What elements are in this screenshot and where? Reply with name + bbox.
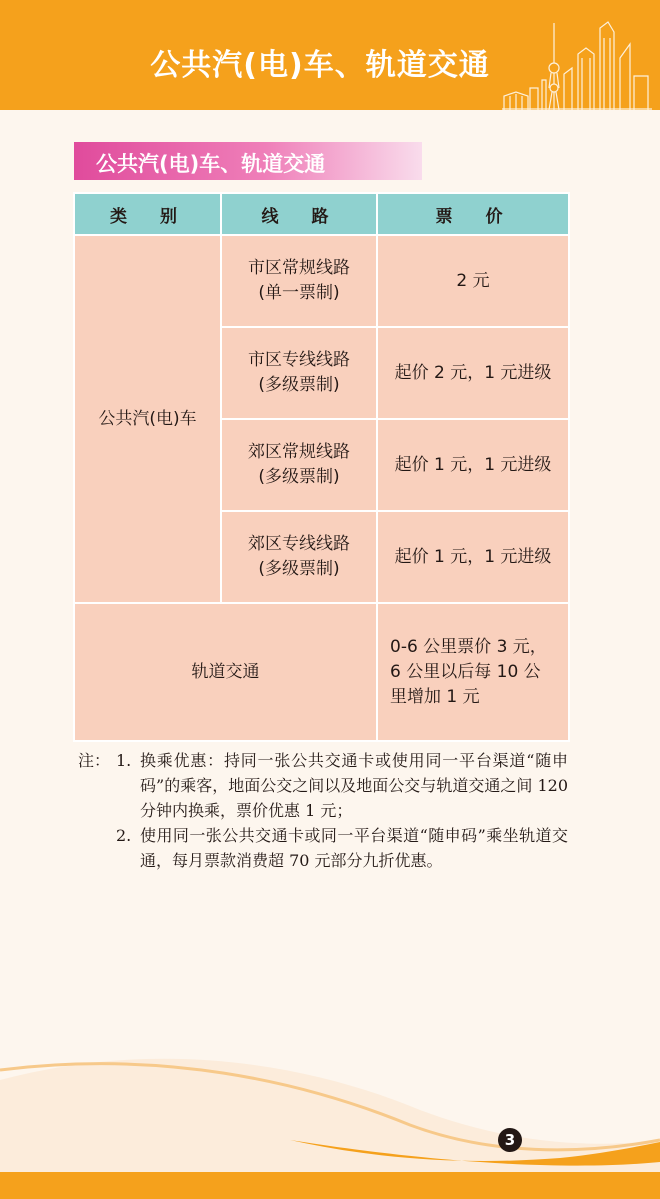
fare-table xyxy=(73,192,570,742)
note-number: 1. xyxy=(116,751,132,770)
ticket-type: (多级票制) xyxy=(258,559,340,579)
note-item xyxy=(116,748,568,823)
page-footer-bar xyxy=(0,1172,660,1199)
notes-prefix: 注： xyxy=(78,751,111,770)
route-name: 市区常规线路 xyxy=(248,258,350,278)
rail-fare-line: 0-6 公里票价 3 元， xyxy=(390,636,547,657)
route-name: 市区专线线路 xyxy=(248,350,350,370)
section-title: 公共汽(电)车、轨道交通 xyxy=(96,152,326,176)
route-cell xyxy=(221,235,377,327)
route-cell xyxy=(221,419,377,511)
route-cell xyxy=(221,511,377,603)
fare-cell: 起价 2 元，1 元进级 xyxy=(377,327,569,419)
header-title: 公共汽(电)车、轨道交通 xyxy=(150,48,490,83)
fare-cell: 起价 1 元，1 元进级 xyxy=(377,419,569,511)
note-item xyxy=(116,823,568,873)
route-name: 郊区常规线路 xyxy=(248,442,350,462)
decorative-swoosh xyxy=(0,1040,660,1175)
city-skyline-icon xyxy=(502,18,652,110)
fare-cell: 起价 1 元，1 元进级 xyxy=(377,511,569,603)
column-header-category: 类 别 xyxy=(74,193,221,235)
section-title-banner xyxy=(74,142,422,180)
table-row xyxy=(74,603,569,741)
rail-fare-line: 里增加 1 元 xyxy=(390,686,480,707)
note-number: 2. xyxy=(116,826,132,845)
route-name: 郊区专线线路 xyxy=(248,534,350,554)
note-text: 使用同一张公共交通卡或同一平台渠道“随申码”乘坐轨道交通，每月票款消费超 70 元部分九折优惠。 xyxy=(140,826,568,870)
column-header-route: 线 路 xyxy=(221,193,377,235)
fare-cell: 2 元 xyxy=(377,235,569,327)
column-header-fare: 票 价 xyxy=(377,193,569,235)
ticket-type: (多级票制) xyxy=(258,467,340,487)
bus-category-cell: 公共汽(电)车 xyxy=(74,235,221,603)
rail-fare-cell xyxy=(377,603,569,741)
ticket-type: (多级票制) xyxy=(258,375,340,395)
note-text: 换乘优惠：持同一张公共交通卡或使用同一平台渠道“随申码”的乘客，地面公交之间以及地面公交与轨道交通之间 120 分钟内换乘，票价优惠 1 元； xyxy=(140,751,568,820)
table-header-row xyxy=(74,193,569,235)
rail-fare-line: 6 公里以后每 10 公 xyxy=(390,661,541,682)
page-header xyxy=(0,0,660,110)
route-cell xyxy=(221,327,377,419)
rail-category-cell: 轨道交通 xyxy=(74,603,377,741)
table-row xyxy=(74,235,569,327)
page-number: 3 xyxy=(498,1128,522,1152)
ticket-type: (单一票制) xyxy=(258,283,340,303)
